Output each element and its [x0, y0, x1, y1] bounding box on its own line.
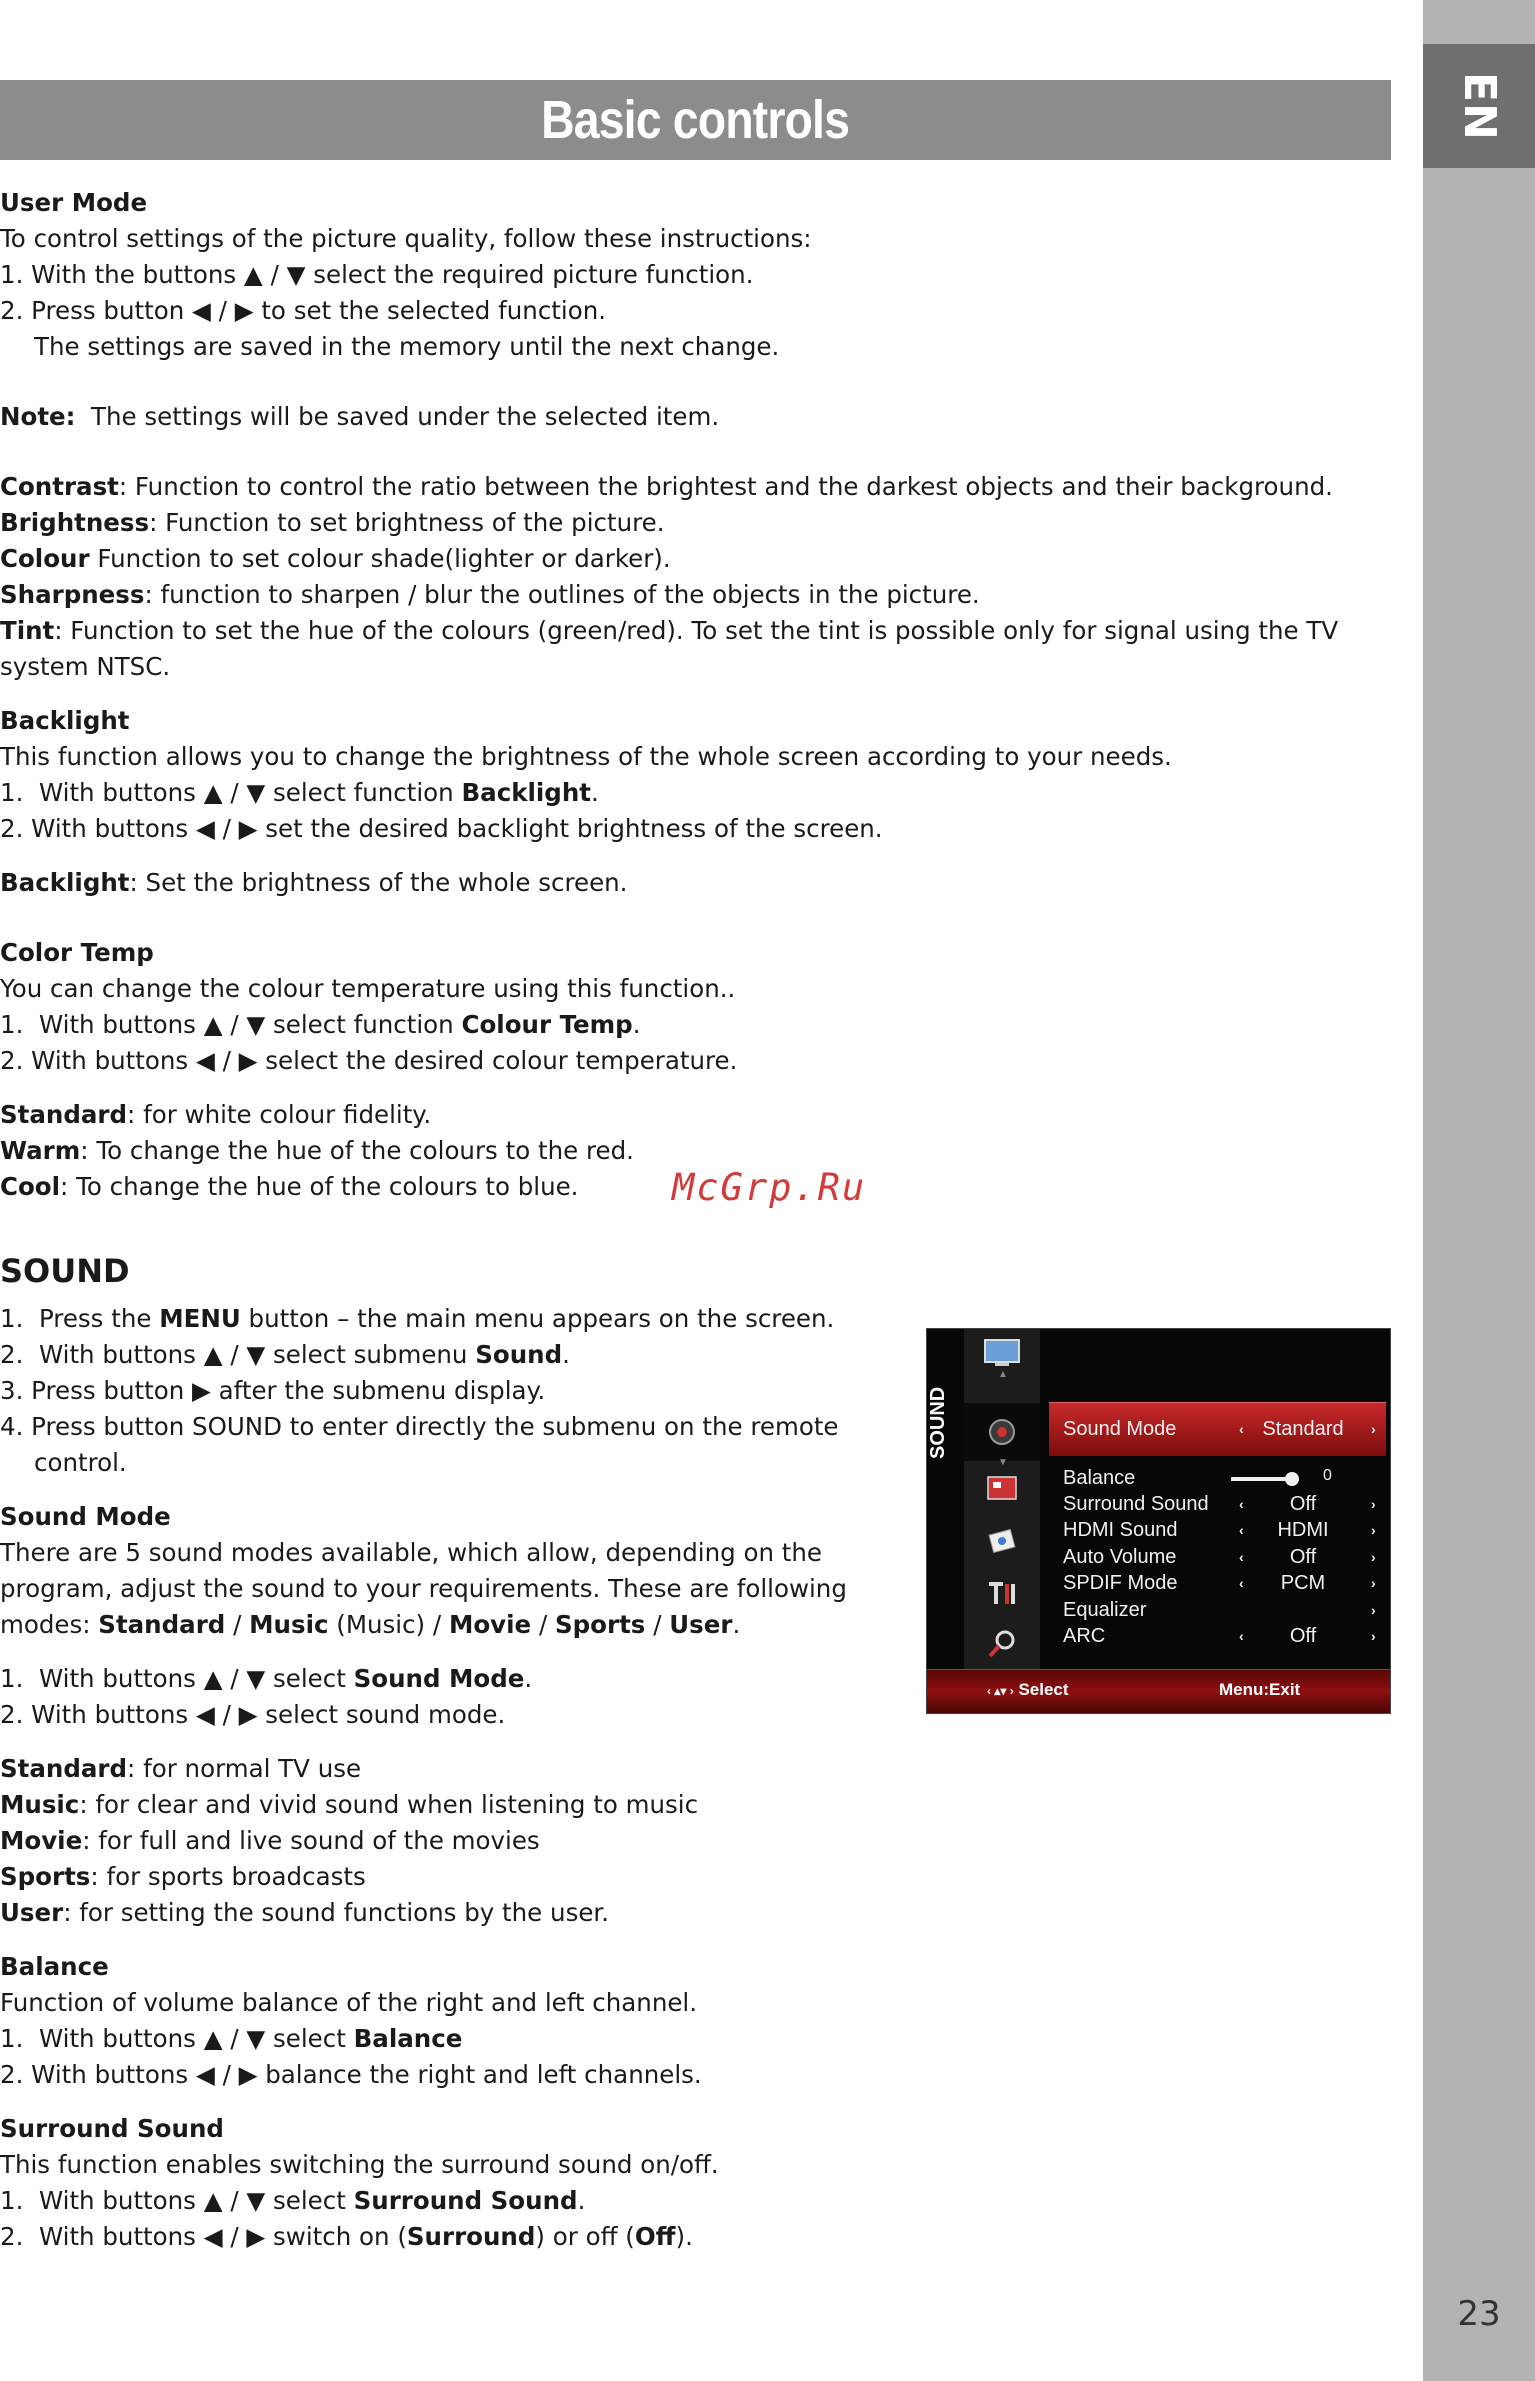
tv-row-label: SPDIF Mode	[1063, 1572, 1178, 1595]
channel-icon[interactable]	[982, 1471, 1022, 1505]
sm-music-def	[0, 1787, 1391, 1823]
sound-mode-step-1-text: 1. With buttons ▲ / ▼ select	[0, 1664, 354, 1693]
arrow-left-icon[interactable]: ‹	[1239, 1548, 1244, 1565]
cool-label: Cool	[0, 1172, 61, 1201]
cool-def	[0, 1169, 1391, 1205]
mode-sep: /	[531, 1610, 555, 1639]
arrow-right-icon[interactable]: ›	[1371, 1522, 1376, 1539]
surround-on-label: Surround	[406, 2222, 536, 2251]
user-mode-step-2: 2. Press button ◀ / ▶ to set the selected function.	[0, 296, 607, 325]
mode-standard: Standard	[98, 1610, 226, 1639]
backlight-step-2: 2. With buttons ◀ / ▶ set the desired backlight brightness of the screen.	[0, 814, 883, 843]
tv-row-value: Off	[1289, 1493, 1317, 1515]
user-mode-intro: To control settings of the picture quality, follow these instructions:	[0, 224, 812, 253]
sound-mode-line-2: program, adjust the sound to your requirements. These are following	[0, 1574, 847, 1603]
tv-row-sound-mode[interactable]	[1063, 1416, 1383, 1442]
contrast-text: : Function to control the ratio between the brightest and the darkest objects and their background.	[118, 472, 1333, 501]
sound-step-2-end: .	[562, 1340, 570, 1369]
note	[0, 399, 1391, 435]
sm-user-label: User	[0, 1898, 64, 1927]
mode-sep: /	[645, 1610, 670, 1639]
sound-mode-line-1: There are 5 sound modes available, which allow, depending on the	[0, 1538, 822, 1567]
chevron-down-icon: ▼	[998, 1457, 1008, 1468]
tv-row-spdif-mode[interactable]	[1063, 1570, 1383, 1596]
balance-slider-knob[interactable]	[1285, 1472, 1299, 1486]
mode-music: Music	[249, 1610, 329, 1639]
contrast-def	[0, 469, 1391, 505]
sm-music-text: : for clear and vivid sound when listening to music	[79, 1790, 699, 1819]
tv-row-auto-volume[interactable]	[1063, 1544, 1383, 1570]
surround-step-1	[0, 2183, 1391, 2219]
arrow-left-icon[interactable]: ‹	[1239, 1575, 1244, 1592]
tv-sound-menu	[926, 1328, 1391, 1714]
balance-value: 0	[1323, 1467, 1332, 1484]
sm-sports-def	[0, 1859, 1391, 1895]
color-temp-step-1-end: .	[632, 1010, 641, 1039]
tv-icon-column	[964, 1329, 1040, 1669]
sound-step-4: 4. Press button SOUND to enter directly the submenu on the remote	[0, 1412, 839, 1441]
page-title: Basic controls	[541, 90, 850, 150]
language-tab	[1423, 44, 1535, 168]
arrow-left-icon[interactable]: ‹	[1239, 1496, 1244, 1512]
sound-mode-heading: Sound Mode	[0, 1502, 171, 1531]
tv-row-label: Equalizer	[1063, 1598, 1147, 1621]
arrow-right-icon[interactable]: ›	[1371, 1548, 1376, 1565]
surround-step-1-bold: Surround Sound	[353, 2186, 578, 2215]
brightness-def	[0, 505, 1391, 541]
language-label: EN	[1453, 71, 1505, 141]
backlight-heading: Backlight	[0, 706, 130, 735]
modes-prefix: modes:	[0, 1610, 99, 1639]
contrast-label: Contrast	[0, 472, 119, 501]
sharpness-def	[0, 577, 1391, 613]
side-strip	[1423, 0, 1535, 2381]
surround-step-2-mid: ) or off (	[535, 2222, 635, 2251]
tv-row-equalizer[interactable]	[1063, 1597, 1383, 1623]
sm-standard-def	[0, 1751, 1391, 1787]
modes-end: .	[732, 1610, 741, 1639]
sound-mode-step-2: 2. With buttons ◀ / ▶ select sound mode.	[0, 1700, 506, 1729]
tint-label: Tint	[0, 616, 55, 645]
surround-step-2	[0, 2219, 1391, 2255]
warm-label: Warm	[0, 1136, 81, 1165]
tv-row-value: Off	[1289, 1545, 1317, 1568]
color-temp-step-1	[0, 1007, 1391, 1043]
sharpness-text: : function to sharpen / blur the outlines of the objects in the picture.	[144, 580, 980, 609]
picture-icon[interactable]	[982, 1335, 1022, 1369]
arrow-left-icon[interactable]: ‹	[1239, 1421, 1244, 1437]
mode-user: User	[669, 1610, 733, 1639]
surround-off-label: Off	[634, 2222, 676, 2251]
arrow-right-icon[interactable]: ›	[1371, 1628, 1376, 1644]
sound-step-3: 3. Press button ▶ after the submenu display.	[0, 1376, 546, 1405]
sound-step-1-end: button – the main menu appears on the screen.	[240, 1304, 835, 1333]
lock-icon[interactable]	[982, 1523, 1022, 1557]
sm-user-text: : for setting the sound functions by the user.	[63, 1898, 610, 1927]
sound-step-1-text: 1. Press the	[0, 1304, 160, 1333]
color-temp-step-1-bold: Colour Temp	[461, 1010, 633, 1039]
colour-label: Colour	[0, 544, 90, 573]
mode-sports: Sports	[555, 1610, 646, 1639]
tv-row-arc[interactable]	[1063, 1623, 1383, 1649]
sound-heading: SOUND	[0, 1252, 130, 1290]
surround-step-1-end: .	[577, 2186, 586, 2215]
surround-step-2-end: ).	[675, 2222, 693, 2251]
arrow-left-icon[interactable]: ‹	[1239, 1522, 1244, 1539]
sm-movie-text: : for full and live sound of the movies	[82, 1826, 540, 1855]
sound-icon[interactable]	[982, 1415, 1022, 1449]
tv-row-hdmi-sound[interactable]	[1063, 1517, 1383, 1543]
backlight-step-1-end: .	[591, 778, 599, 807]
sound-step-1-bold: MENU	[159, 1304, 241, 1333]
balance-heading: Balance	[0, 1952, 109, 1981]
nav-arrows-icon: ‹ ▴▾ ›	[987, 1684, 1014, 1698]
cool-text: : To change the hue of the colours to blue.	[60, 1172, 579, 1201]
warm-text: : To change the hue of the colours to the red.	[80, 1136, 634, 1165]
balance-step-1	[0, 2021, 1391, 2057]
colour-def	[0, 541, 1391, 577]
arrow-right-icon[interactable]: ›	[1371, 1421, 1376, 1437]
surround-heading: Surround Sound	[0, 2114, 224, 2143]
balance-intro: Function of volume balance of the right and left channel.	[0, 1988, 698, 2017]
balance-step-1-text: 1. With buttons ▲ / ▼ select	[0, 2024, 354, 2053]
balance-step-2: 2. With buttons ◀ / ▶ balance the right and left channels.	[0, 2060, 702, 2089]
tv-row-label: Auto Volume	[1063, 1545, 1177, 1568]
arrow-left-icon[interactable]: ‹	[1239, 1628, 1244, 1644]
surround-step-2-text: 2. With buttons ◀ / ▶ switch on (	[0, 2222, 407, 2251]
note-text: The settings will be saved under the selected item.	[75, 402, 720, 431]
tv-bottom-bar	[927, 1669, 1390, 1713]
tv-row-label: Balance	[1063, 1467, 1136, 1489]
arrow-right-icon[interactable]: ›	[1371, 1601, 1376, 1618]
note-label: Note:	[0, 402, 76, 431]
balance-step-1-bold: Balance	[353, 2024, 463, 2053]
backlight-intro: This function allows you to change the brightness of the whole screen according to your needs.	[0, 742, 1172, 771]
tv-nav-hint	[987, 1680, 1069, 1700]
watermark: McGrp.Ru	[672, 1166, 867, 1209]
chevron-up-icon: ▲	[998, 1369, 1008, 1380]
tv-row-balance[interactable]	[1063, 1465, 1383, 1491]
tv-row-value: Off	[1289, 1625, 1317, 1647]
brightness-text: : Function to set brightness of the picture.	[149, 508, 665, 537]
surround-intro: This function enables switching the surround sound on/off.	[0, 2150, 719, 2179]
sm-user-def	[0, 1895, 1391, 1931]
sound-mode-step-1-end: .	[524, 1664, 533, 1693]
tv-row-label: Surround Sound	[1063, 1493, 1209, 1515]
balance-slider[interactable]	[1231, 1477, 1291, 1481]
user-mode-heading: User Mode	[0, 188, 148, 217]
user-mode-step-1: 1. With the buttons ▲ / ▼ select the required picture function.	[0, 260, 754, 289]
brightness-label: Brightness	[0, 508, 150, 537]
sm-sports-text: : for sports broadcasts	[90, 1862, 366, 1891]
color-temp-step-2: 2. With buttons ◀ / ▶ select the desired colour temperature.	[0, 1046, 738, 1075]
sound-mode-step-1-bold: Sound Mode	[353, 1664, 525, 1693]
arrow-right-icon[interactable]: ›	[1371, 1575, 1376, 1592]
tint-def	[0, 613, 1391, 649]
search-icon[interactable]	[982, 1627, 1022, 1661]
tv-row-value: HDMI	[1277, 1519, 1329, 1542]
tv-row-label: ARC	[1063, 1625, 1106, 1647]
mode-movie: Movie	[448, 1610, 532, 1639]
warm-def	[0, 1133, 1391, 1169]
backlight-step-1-text: 1. With buttons ▲ / ▼ select function	[0, 778, 462, 807]
backlight-step-1-bold: Backlight	[461, 778, 591, 807]
setup-icon[interactable]	[982, 1575, 1022, 1609]
surround-step-1-text: 1. With buttons ▲ / ▼ select	[0, 2186, 354, 2215]
backlight-def	[0, 865, 1391, 901]
title-bar	[0, 80, 1391, 160]
user-mode-step-2-cont: The settings are saved in the memory until the next change.	[34, 332, 780, 361]
tv-row-label: Sound Mode	[1063, 1418, 1177, 1440]
tv-section-text: SOUND	[927, 1386, 949, 1459]
page-number: 23	[1457, 2294, 1501, 2334]
tv-menu-section-label	[925, 1386, 961, 1469]
tv-row-value: PCM	[1280, 1572, 1326, 1595]
colour-text: Function to set colour shade(lighter or darker).	[89, 544, 671, 573]
sound-step-2-text: 2. With buttons ▲ / ▼ select submenu	[0, 1340, 476, 1369]
sound-step-4-cont: control.	[34, 1448, 127, 1477]
tint-text: : Function to set the hue of the colours (green/red). To set the tint is possible only for signal using the TV	[54, 616, 1339, 645]
backlight-def-label: Backlight	[0, 868, 130, 897]
backlight-step-1	[0, 775, 1391, 811]
tv-row-value: Standard	[1262, 1418, 1344, 1440]
sm-sports-label: Sports	[0, 1862, 91, 1891]
sm-music-label: Music	[0, 1790, 80, 1819]
backlight-def-text: : Set the brightness of the whole screen.	[129, 868, 628, 897]
color-temp-intro: You can change the colour temperature using this function..	[0, 974, 736, 1003]
tv-row-label: HDMI Sound	[1063, 1519, 1178, 1542]
standard-label: Standard	[0, 1100, 128, 1129]
color-temp-heading: Color Temp	[0, 938, 154, 967]
tv-row-surround-sound[interactable]	[1063, 1491, 1383, 1517]
mode-music-paren: (Music) /	[328, 1610, 449, 1639]
color-temp-step-1-text: 1. With buttons ▲ / ▼ select function	[0, 1010, 462, 1039]
sharpness-label: Sharpness	[0, 580, 145, 609]
sm-standard-label: Standard	[0, 1754, 128, 1783]
select-hint: Select	[1018, 1680, 1069, 1699]
sound-step-2-bold: Sound	[475, 1340, 563, 1369]
tint-def-cont: system NTSC.	[0, 652, 171, 681]
sm-movie-def	[0, 1823, 1391, 1859]
mode-sep: /	[225, 1610, 250, 1639]
text-column	[0, 185, 1391, 2255]
menu-exit-hint: Menu:Exit	[1219, 1680, 1301, 1699]
arrow-right-icon[interactable]: ›	[1371, 1496, 1376, 1512]
document-body	[0, 185, 1391, 2255]
sm-movie-label: Movie	[0, 1826, 83, 1855]
standard-def	[0, 1097, 1391, 1133]
sm-standard-text: : for normal TV use	[127, 1754, 362, 1783]
standard-text: : for white colour fidelity.	[127, 1100, 432, 1129]
